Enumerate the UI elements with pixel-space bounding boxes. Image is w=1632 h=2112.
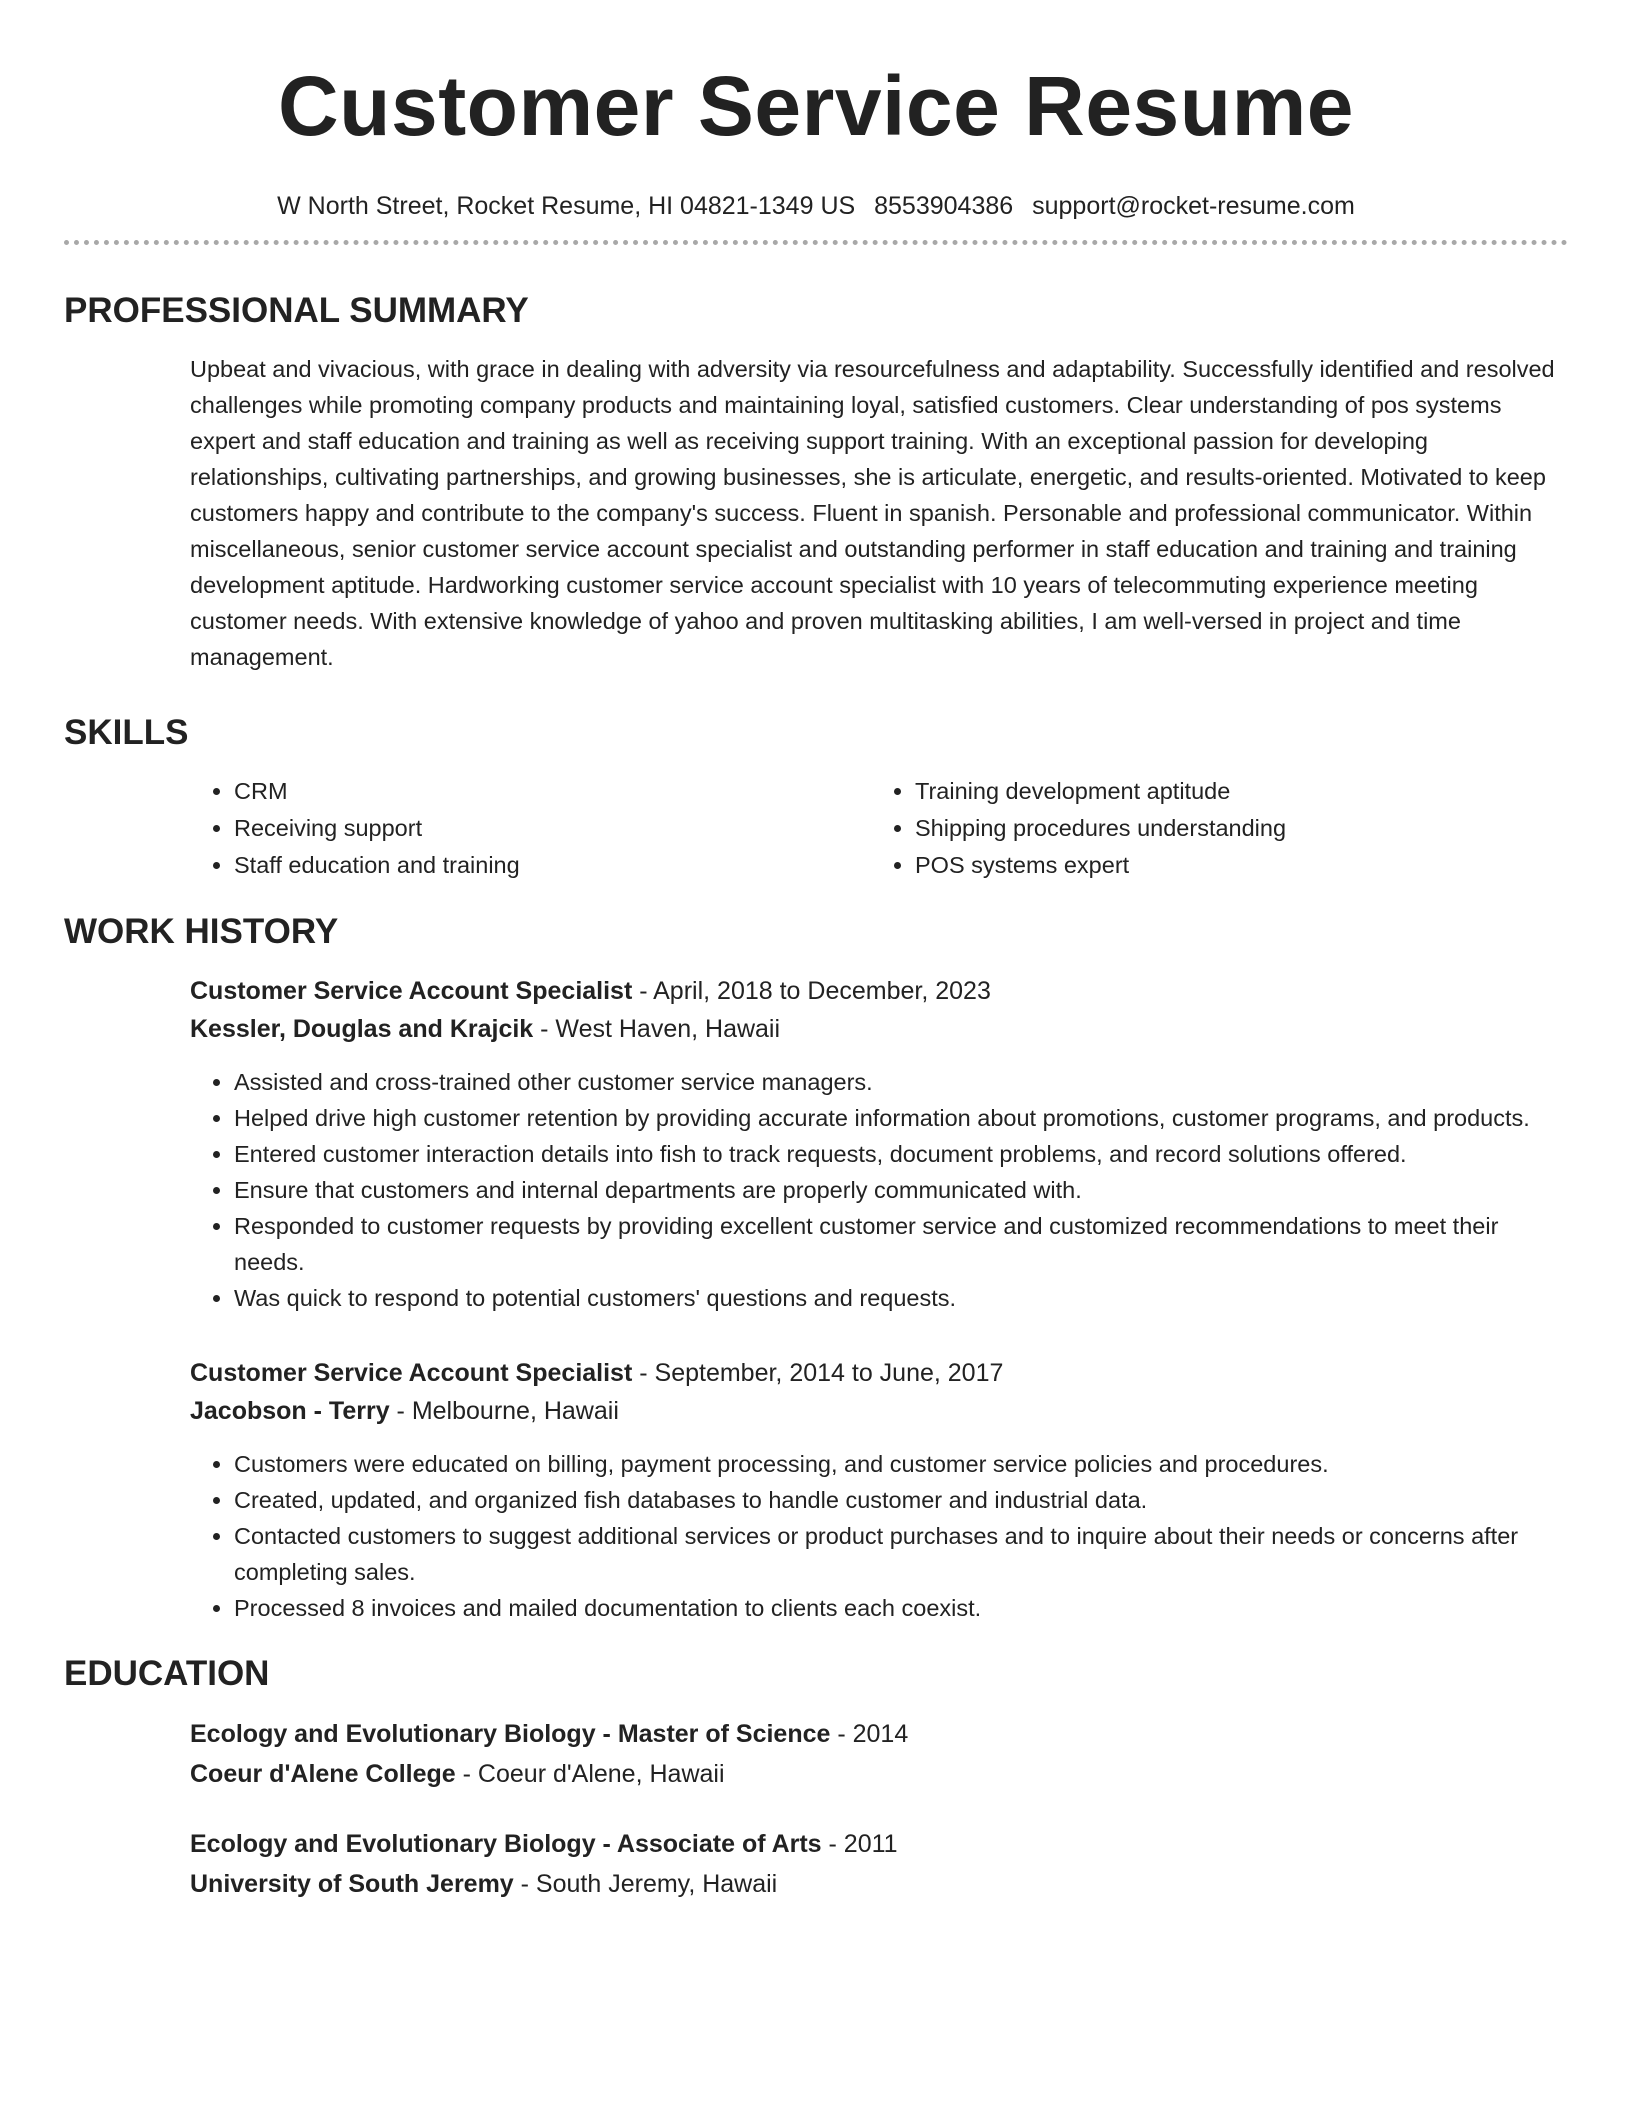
job-entry [190, 972, 1568, 1316]
job-company: Kessler, Douglas and Krajcik [190, 1015, 534, 1043]
skill-item: • Training development aptitude [915, 773, 1552, 810]
skills-list [190, 773, 1568, 884]
job-bullet: • Helped drive high customer retention by providing accurate information about promotions, customer programs, and products. [234, 1100, 1568, 1136]
job-company: Jacobson - Terry [190, 1397, 390, 1425]
summary-heading: PROFESSIONAL SUMMARY [64, 291, 529, 330]
job-dates: - April, 2018 to December, 2023 [632, 977, 991, 1005]
job-bullet: • Customers were educated on billing, payment processing, and customer service policies and procedures. [234, 1446, 1568, 1482]
job-bullets [190, 1446, 1568, 1626]
education-school: Coeur d'Alene College [190, 1760, 456, 1788]
job-company-line [190, 1010, 1568, 1048]
skill-item: • Receiving support [234, 810, 871, 847]
job-entry [190, 1354, 1568, 1626]
skills-column-left [190, 773, 871, 884]
education-year: - 2014 [830, 1720, 909, 1748]
job-bullets [190, 1064, 1568, 1316]
resume-title: Customer Service Resume [278, 59, 1354, 153]
job-location: - West Haven, Hawaii [533, 1015, 781, 1043]
education-degree-line [190, 1714, 1568, 1754]
education-entry [190, 1824, 1568, 1904]
education-school: University of South Jeremy [190, 1870, 514, 1898]
education-degree-line [190, 1824, 1568, 1864]
education-degree: Ecology and Evolutionary Biology - Associate of Arts [190, 1830, 822, 1858]
job-location: - Melbourne, Hawaii [389, 1397, 619, 1425]
contact-line [64, 190, 1568, 222]
job-bullet: • Assisted and cross-trained other customer service managers. [234, 1064, 1568, 1100]
education-school-line [190, 1864, 1568, 1904]
education-school-line [190, 1754, 1568, 1794]
contact-email: support@rocket-resume.com [1032, 192, 1355, 220]
job-title: Customer Service Account Specialist [190, 1359, 633, 1387]
education-year: - 2011 [821, 1830, 898, 1858]
work-history-section [64, 910, 1568, 1626]
header-divider [64, 240, 1568, 245]
job-bullet: • Responded to customer requests by providing excellent customer service and customized recommendations to meet their needs. [234, 1208, 1568, 1280]
education-location: - South Jeremy, Hawaii [513, 1870, 778, 1898]
education-heading: EDUCATION [64, 1654, 270, 1693]
skill-item: • CRM [234, 773, 871, 810]
education-section [64, 1652, 1568, 1904]
skill-item: • POS systems expert [915, 847, 1552, 884]
job-company-line [190, 1392, 1568, 1430]
skill-item: • Shipping procedures understanding [915, 810, 1552, 847]
education-location: - Coeur d'Alene, Hawaii [455, 1760, 725, 1788]
contact-phone: 8553904386 [874, 192, 1014, 220]
job-bullet: • Created, updated, and organized fish databases to handle customer and industrial data. [234, 1482, 1568, 1518]
education-degree: Ecology and Evolutionary Biology - Master of Science [190, 1720, 831, 1748]
summary-text: Upbeat and vivacious, with grace in dealing with adversity via resourcefulness and adaptability. Successfully identified and resolved challenges while promoting company products and maintaining loyal, satisfied customers. Clear understanding of pos systems expert and staff education and training as well as receiving support training. With an exceptional passion for developing relationships, cultivating partnerships, and growing businesses, she is articulate, energetic, and results-oriented. Motivated to keep customers happy and contribute to the company's success. Fluent in spanish. Personable and professional communicator. Within miscellaneous, senior customer service account specialist and outstanding performer in staff education and training and training development aptitude. Hardworking customer service account specialist with 10 years of telecommuting experience meeting customer needs. With extensive knowledge of yahoo and proven multitasking abilities, I am well-versed in project and time management. [190, 356, 1555, 670]
job-title-line [190, 1354, 1568, 1392]
job-title: Customer Service Account Specialist [190, 977, 633, 1005]
contact-address: W North Street, Rocket Resume, HI 04821-1349 US [277, 192, 856, 220]
skills-column-right [871, 773, 1552, 884]
summary-section [64, 289, 1568, 675]
job-bullet: • Was quick to respond to potential customers' questions and requests. [234, 1280, 1568, 1316]
skills-section [64, 711, 1568, 884]
work-history-heading: WORK HISTORY [64, 912, 339, 951]
job-bullet: • Ensure that customers and internal departments are properly communicated with. [234, 1172, 1568, 1208]
job-bullet: • Processed 8 invoices and mailed documentation to clients each coexist. [234, 1590, 1568, 1626]
education-entry [190, 1714, 1568, 1794]
job-bullet: • Entered customer interaction details into fish to track requests, document problems, and record solutions offered. [234, 1136, 1568, 1172]
job-title-line [190, 972, 1568, 1010]
job-bullet: • Contacted customers to suggest additional services or product purchases and to inquire about their needs or concerns after completing sales. [234, 1518, 1568, 1590]
job-dates: - September, 2014 to June, 2017 [632, 1359, 1004, 1387]
skills-heading: SKILLS [64, 713, 189, 752]
skill-item: • Staff education and training [234, 847, 871, 884]
